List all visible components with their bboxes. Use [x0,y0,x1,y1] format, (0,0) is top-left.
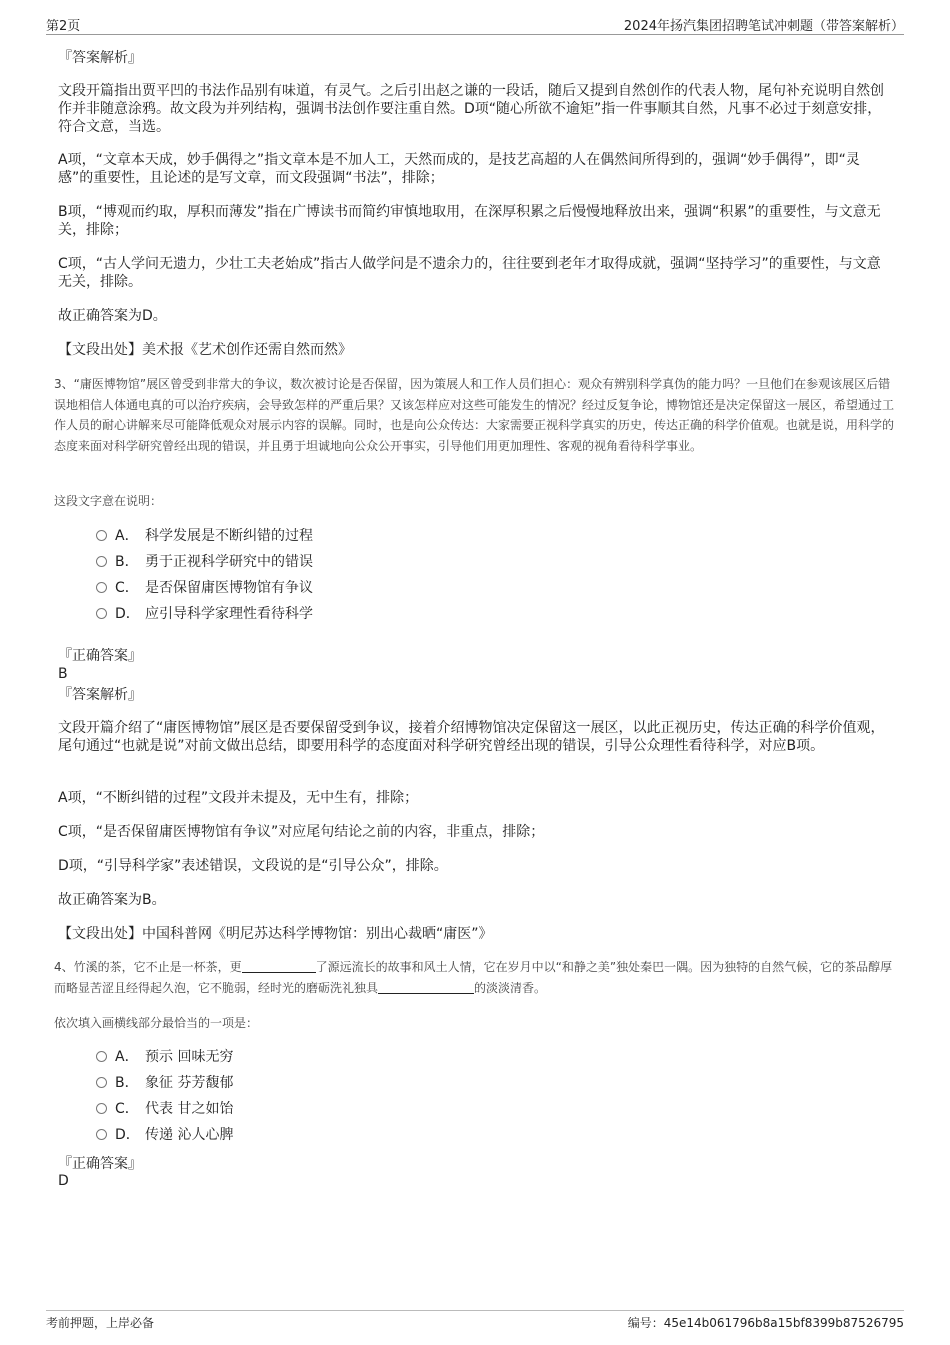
q4-option-c[interactable]: C． 代表 甘之如饴 [96,1100,233,1118]
question-3-prompt: 这段文字意在说明： [54,494,163,508]
page-number: 第2页 [46,19,81,34]
analysis-a-1: A项，“文章本天成，妙手偶得之”指文章本是不加人工，天然而成的，是技艺高超的人在偶然间所得到的，强调“妙手偶得”，即“灵感”的重要性，且论述的是写文章，而文段强调“书法”，排除； [58,152,860,186]
radio-icon[interactable] [96,582,107,593]
q3-source: 【文段出处】中国科普网《明尼苏达科学博物馆：别出心裁晒“庸医”》 [58,926,493,942]
document-title: 2024年扬汽集团招聘笔试冲刺题（带答案解析） [623,19,904,34]
question-4-text: 4、竹溪的茶，它不止是一杯茶，更 了源远流长的故事和风土人情，它在岁月中以“和静之美”独处秦巴一隅。因为独特的自然气候，它的茶品醇厚而略显苦涩且经得起久泡，它不脆弱，经时光的磨砺洗礼独具 的淡淡清香。 [54,960,893,995]
q3-option-a[interactable]: A． 科学发展是不断纠错的过程 [96,527,313,545]
q3-option-c[interactable]: C． 是否保留庸医博物馆有争议 [96,579,313,597]
q3-option-d[interactable]: D． 应引导科学家理性看待科学 [96,605,313,623]
q3-answer-label: 『正确答案』 [58,648,142,664]
page-header [46,14,904,35]
q3-analysis-label: 『答案解析』 [58,687,142,703]
fill-blank-2 [378,981,474,994]
question-4-prompt: 依次填入画横线部分最恰当的一项是： [54,1016,259,1030]
source-1: 【文段出处】美术报《艺术创作还需自然而然》 [58,342,352,358]
q3-analysis-d: D项，“引导科学家”表述错误，文段说的是“引导公众”，排除。 [58,858,448,874]
q4-option-a[interactable]: A． 预示 回味无穷 [96,1048,233,1066]
document-id: 编号：45e14b061796b8a15bf8399b87526795 [627,1316,904,1330]
q3-analysis-a: A项，“不断纠错的过程”文段并未提及，无中生有，排除； [58,790,419,806]
q4-option-b[interactable]: B． 象征 芬芳馥郁 [96,1074,233,1092]
q4-answer: D [58,1173,69,1189]
page-footer [46,1310,904,1334]
radio-icon[interactable] [96,556,107,567]
analysis-b-1: B项，“博观而约取，厚积而薄发”指在广博读书而简约审慎地取用，在深厚积累之后慢慢地释放出来，强调“积累”的重要性，与文意无关，排除； [58,204,881,238]
q3-option-b[interactable]: B． 勇于正视科学研究中的错误 [96,553,313,571]
analysis-text-1: 文段开篇指出贾平凹的书法作品别有味道，有灵气。之后引出赵之谦的一段话，随后又提到自然创作的代表人物，尾句补充说明自然创作并非随意涂鸦。故文段为并列结构，强调书法创作要注重自然。D项“随心所欲不逾矩”指一件事顺其自然，凡事不必过于刻意安排，符合文意，当选。 [58,83,884,135]
q4-option-d[interactable]: D． 传递 沁人心脾 [96,1126,233,1144]
analysis-c-1: C项，“古人学问无遗力，少壮工夫老始成”指古人做学问是不遗余力的，往往要到老年才取得成就，强调“坚持学习”的重要性，与文意无关，排除。 [58,256,881,290]
question-3-text: 3、“庸医博物馆”展区曾受到非常大的争议，数次被讨论是否保留，因为策展人和工作人员们担心：观众有辨别科学真伪的能力吗？一旦他们在参观该展区后错误地相信人体通电真的可以治疗疾病，会导致怎样的严重后果？又该怎样应对这些可能发生的情况？经过反复争论，博物馆还是决定保留这一展区，希望通过工作人员的耐心讲解来尽可能降低观众对展示内容的误解。同时，也是向公众传达：大家需要正视科学真实的历史，传达正确的科学价值观。也就是说，用科学的态度来面对科学研究曾经出现的错误，并且勇于坦诚地向公众公开事实，引导他们用更加理性、客观的视角看待科学事业。 [54,377,895,453]
conclusion-1: 故正确答案为D。 [58,308,167,324]
radio-icon[interactable] [96,608,107,619]
q3-analysis-c: C项，“是否保留庸医博物馆有争议”对应尾句结论之前的内容，非重点，排除； [58,824,545,840]
footer-slogan: 考前押题，上岸必备 [46,1316,155,1330]
radio-icon[interactable] [96,1103,107,1114]
q3-answer: B [58,666,68,682]
radio-icon[interactable] [96,1129,107,1140]
q4-answer-label: 『正确答案』 [58,1156,142,1172]
q3-conclusion: 故正确答案为B。 [58,892,166,908]
radio-icon[interactable] [96,530,107,541]
analysis-label-1: 『答案解析』 [58,50,142,66]
radio-icon[interactable] [96,1077,107,1088]
q3-analysis: 文段开篇介绍了“庸医博物馆”展区是否要保留受到争议，接着介绍博物馆决定保留这一展区，以此正视历史，传达正确的科学价值观，尾句通过“也就是说”对前文做出总结，即要用科学的态度面对科学研究曾经出现的错误，引导公众理性看待科学，对应B项。 [58,720,885,754]
fill-blank-1 [242,960,316,973]
radio-icon[interactable] [96,1051,107,1062]
